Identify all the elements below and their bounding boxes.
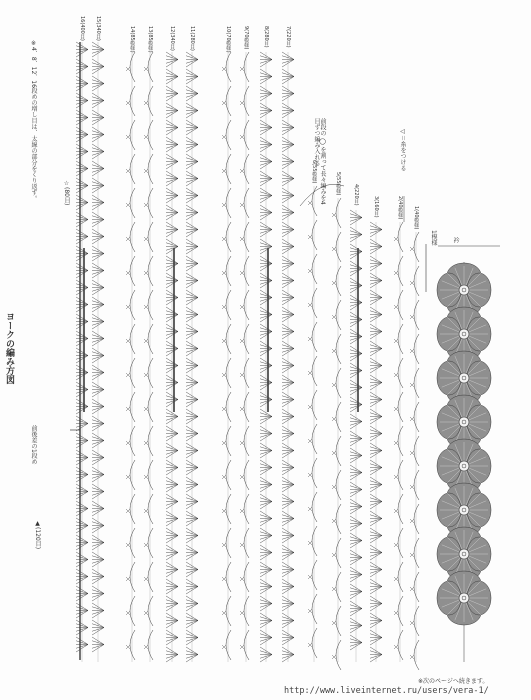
chain-arc (398, 494, 403, 524)
stitch-cross (240, 577, 244, 581)
stitch-cross (126, 203, 130, 207)
chain-arc (130, 120, 135, 150)
chain-arc (130, 528, 135, 558)
stitch-cross (410, 655, 414, 659)
row-label: 7(220目) (285, 26, 291, 48)
stitch-cross (394, 305, 398, 309)
chain-arc (414, 606, 419, 636)
stitch-cross (144, 611, 148, 615)
chain-arc (130, 222, 135, 252)
chain-arc (226, 494, 231, 524)
stitch-cross (332, 485, 336, 489)
chain-arc (414, 504, 419, 534)
chain-arc (244, 290, 249, 320)
stitch-cross (240, 169, 244, 173)
stitch-cross (410, 417, 414, 421)
chain-arc (148, 256, 153, 286)
stitch-cross (222, 339, 226, 343)
chain-arc (148, 222, 153, 252)
stitch-cross (144, 475, 148, 479)
stitch-cross (308, 643, 312, 647)
stitch-cross (126, 237, 130, 241)
stitch-cross (240, 475, 244, 479)
stitch-cross (222, 441, 226, 445)
stitch-cross (332, 451, 336, 455)
stitch-cross (410, 621, 414, 625)
chain-arc (130, 562, 135, 592)
motif-center (459, 329, 469, 339)
stitch-cross (126, 441, 130, 445)
chain-arc (312, 560, 317, 590)
stitch-cross (410, 281, 414, 285)
chain-arc (312, 288, 317, 318)
chain-arc (312, 356, 317, 386)
stitch-cross (144, 577, 148, 581)
stitch-cross (126, 135, 130, 139)
stitch-cross (126, 611, 130, 615)
stitch-cross (410, 383, 414, 387)
chain-arc (226, 256, 231, 286)
stitch-cross (240, 611, 244, 615)
chain-arc (414, 300, 419, 330)
stitch-cross (126, 271, 130, 275)
chain-arc (244, 596, 249, 626)
stitch-cross (240, 373, 244, 377)
chain-arc (148, 358, 153, 388)
chain-arc (226, 562, 231, 592)
chain-arc (398, 528, 403, 558)
stitch-cross (308, 269, 312, 273)
flower-motif (437, 571, 491, 625)
motif-center (459, 549, 469, 559)
stitch-cross (240, 305, 244, 309)
chain-arc (148, 120, 153, 150)
stitch-cross (308, 439, 312, 443)
stitch-cross (308, 303, 312, 307)
chain-arc (336, 640, 341, 670)
stitch-cross (332, 621, 336, 625)
motif-center (459, 417, 469, 427)
chain-arc (130, 86, 135, 116)
chain-arc (130, 494, 135, 524)
chain-arc (148, 426, 153, 456)
stitch-cross (332, 349, 336, 353)
stitch-cross (394, 475, 398, 479)
chain-arc (130, 52, 135, 82)
chain-arc (414, 266, 419, 296)
stitch-cross (332, 315, 336, 319)
chain-arc (414, 232, 419, 262)
stitch-cross (308, 541, 312, 545)
chain-arc (130, 596, 135, 626)
row-label: 10(70模様) (225, 26, 231, 53)
chain-arc (336, 504, 341, 534)
stitch-cross (332, 247, 336, 251)
stitch-cross (394, 543, 398, 547)
stitch-cross (144, 543, 148, 547)
stitch-fans (76, 42, 419, 670)
stitch-cross (394, 271, 398, 275)
stitch-cross (308, 473, 312, 477)
stitch-cross (222, 203, 226, 207)
stitch-cross (222, 543, 226, 547)
row2-instruction: 前段の ◯ を割って長々編みを4目ずつ編み入れる (313, 118, 326, 205)
stitch-cross (144, 169, 148, 173)
front-diff-note: 前後差の1段め (30, 425, 37, 465)
stitch-cross (394, 339, 398, 343)
stitch-cross (144, 237, 148, 241)
chain-arc (130, 188, 135, 218)
chain-arc (226, 52, 231, 82)
chain-arc (130, 358, 135, 388)
row-label: 9(70模様) (243, 26, 249, 50)
chain-arc (130, 460, 135, 490)
stitch-cross (240, 101, 244, 105)
chain-arc (336, 334, 341, 364)
stitch-cross (240, 237, 244, 241)
stitch-cross (126, 475, 130, 479)
stitch-cross (308, 507, 312, 511)
motif-center (459, 505, 469, 515)
chain-arc (414, 572, 419, 602)
chain-arc (130, 290, 135, 320)
motif-label: 衿 (452, 237, 459, 243)
stitch-cross (144, 271, 148, 275)
chain-arc (130, 324, 135, 354)
row-label: 14(85模様) (129, 26, 135, 53)
chain-arc (226, 392, 231, 422)
stitch-cross (394, 611, 398, 615)
chain-arc (244, 460, 249, 490)
stitch-cross (240, 407, 244, 411)
chain-arc (398, 426, 403, 456)
stitch-cross (394, 509, 398, 513)
chain-arc (336, 538, 341, 568)
stitch-cross (332, 519, 336, 523)
chain-arc (398, 290, 403, 320)
chain-arc (148, 596, 153, 626)
chain-arc (244, 188, 249, 218)
chain-arc (414, 334, 419, 364)
stitch-cross (332, 655, 336, 659)
row-label: 6(55模様) (311, 160, 317, 184)
stitch-cross (144, 407, 148, 411)
chain-arc (398, 460, 403, 490)
chain-arc (130, 154, 135, 184)
row80-note: ☆(80目) (63, 180, 70, 206)
chain-arc (226, 222, 231, 252)
chain-arc (244, 256, 249, 286)
stitch-cross (222, 101, 226, 105)
chain-arc (148, 528, 153, 558)
chain-arc (148, 86, 153, 116)
stitch-cross (332, 281, 336, 285)
motif-center (459, 373, 469, 383)
stitch-cross (240, 543, 244, 547)
stitch-cross (394, 645, 398, 649)
chain-arc (336, 266, 341, 296)
stitch-cross (222, 271, 226, 275)
stitch-cross (144, 373, 148, 377)
stitch-cross (144, 135, 148, 139)
chain-arc (414, 640, 419, 670)
source-url: http://www.liveinternet.ru/users/vera-1/ (284, 686, 489, 696)
stitch-cross (308, 405, 312, 409)
stitch-cross (126, 67, 130, 71)
stitch-cross (332, 383, 336, 387)
chain-arc (244, 528, 249, 558)
page-title: ヨークの編み方図 (4, 312, 14, 384)
stitch-cross (410, 553, 414, 557)
chain-arc (244, 494, 249, 524)
chain-arc (226, 324, 231, 354)
stitch-cross (126, 577, 130, 581)
chain-arc (312, 322, 317, 352)
chain-arc (336, 198, 341, 228)
chain-arc (336, 368, 341, 398)
chain-arc (398, 358, 403, 388)
chain-arc (148, 392, 153, 422)
chart-annotations (70, 42, 500, 660)
stitch-cross (410, 247, 414, 251)
stitch-cross (222, 611, 226, 615)
row-label: 5(55模様) (335, 172, 341, 196)
stitch-cross (410, 587, 414, 591)
chain-arc (226, 290, 231, 320)
stitch-cross (126, 407, 130, 411)
chain-arc (336, 470, 341, 500)
stitch-cross (410, 349, 414, 353)
chain-arc (244, 52, 249, 82)
motif-center (459, 285, 469, 295)
chain-arc (244, 562, 249, 592)
chain-arc (312, 594, 317, 624)
chain-arc (226, 528, 231, 558)
stitch-cross (394, 373, 398, 377)
chain-arc (336, 300, 341, 330)
stitch-cross (144, 509, 148, 513)
chain-arc (148, 630, 153, 660)
stitch-cross (126, 509, 130, 513)
chain-arc (336, 436, 341, 466)
chain-arc (148, 494, 153, 524)
chain-arc (398, 562, 403, 592)
chain-arc (244, 392, 249, 422)
stitch-cross (222, 305, 226, 309)
row-label: 13(85模様) (147, 26, 153, 53)
stitch-cross (332, 587, 336, 591)
chain-arc (312, 492, 317, 522)
chain-arc (414, 402, 419, 432)
stitch-cross (394, 237, 398, 241)
stitch-cross (332, 417, 336, 421)
motif-center (459, 461, 469, 471)
chain-arc (336, 572, 341, 602)
chain-arc (226, 358, 231, 388)
stitch-cross (222, 135, 226, 139)
stitch-cross (240, 271, 244, 275)
stitch-cross (126, 169, 130, 173)
stitch-cross (222, 169, 226, 173)
chain-arc (398, 596, 403, 626)
stitch-cross (222, 475, 226, 479)
stitch-cross (144, 441, 148, 445)
continued-note: ※次のページへ続きます。 (418, 678, 489, 685)
stitch-cross (308, 575, 312, 579)
stitch-cross (410, 451, 414, 455)
chain-arc (244, 358, 249, 388)
row-label: 12(340目) (169, 26, 175, 51)
row-label: 4(220目) (353, 184, 359, 206)
chain-arc (226, 596, 231, 626)
attach-note: ◁＝糸をつける (399, 128, 406, 172)
stitch-cross (144, 645, 148, 649)
chain-arc (148, 324, 153, 354)
row-label: 8(280目) (263, 26, 269, 48)
chain-arc (148, 154, 153, 184)
stitch-cross (410, 315, 414, 319)
chain-arc (312, 220, 317, 250)
stitch-cross (126, 373, 130, 377)
chain-arc (226, 188, 231, 218)
stitch-cross (222, 509, 226, 513)
chain-arc (398, 630, 403, 660)
stitch-cross (222, 645, 226, 649)
chain-arc (148, 52, 153, 82)
chain-arc (226, 630, 231, 660)
stitch-cross (126, 645, 130, 649)
stitch-cross (240, 67, 244, 71)
stitch-cross (144, 101, 148, 105)
row-label: 2(40模様) (397, 196, 403, 220)
stitch-cross (308, 371, 312, 375)
chain-arc (244, 120, 249, 150)
chain-arc (148, 460, 153, 490)
chain-arc (226, 426, 231, 456)
chain-arc (226, 120, 231, 150)
chain-arc (148, 562, 153, 592)
stitch-cross (240, 339, 244, 343)
chain-arc (244, 86, 249, 116)
chain-arc (336, 232, 341, 262)
stitch-cross (222, 577, 226, 581)
stitch-cross (332, 553, 336, 557)
stitch-cross (144, 67, 148, 71)
chain-arc (244, 222, 249, 252)
stitch-cross (308, 337, 312, 341)
repeat-note: ※4、8、12、16段めの増し目は、太線の部分をくり返す。 (30, 40, 37, 202)
chain-arc (244, 324, 249, 354)
stitch-cross (240, 645, 244, 649)
row120-note: ▲(120目) (34, 520, 41, 550)
stitch-cross (126, 543, 130, 547)
row-label: 1(40模様) (413, 206, 419, 230)
chain-arc (312, 390, 317, 420)
flower-motif-strip (437, 262, 491, 662)
chain-arc (398, 392, 403, 422)
stitch-cross (222, 67, 226, 71)
motif-center (459, 593, 469, 603)
chain-arc (226, 460, 231, 490)
stitch-cross (394, 577, 398, 581)
row-guide-lines (82, 42, 419, 662)
stitch-cross (144, 305, 148, 309)
stitch-cross (240, 509, 244, 513)
stitch-cross (222, 407, 226, 411)
stitch-cross (222, 237, 226, 241)
chain-arc (148, 188, 153, 218)
row-label: 16(400目) (79, 16, 85, 41)
chain-arc (398, 324, 403, 354)
chain-arc (130, 630, 135, 660)
stitch-cross (126, 101, 130, 105)
stitch-cross (394, 441, 398, 445)
stitch-cross (332, 213, 336, 217)
chain-arc (414, 368, 419, 398)
chain-arc (130, 392, 135, 422)
chain-arc (130, 256, 135, 286)
row-label: 11(280目) (189, 26, 195, 51)
chain-arc (244, 426, 249, 456)
chain-arc (244, 154, 249, 184)
chain-arc (130, 426, 135, 456)
stitch-cross (240, 203, 244, 207)
chain-arc (226, 154, 231, 184)
stitch-cross (144, 203, 148, 207)
chain-arc (336, 402, 341, 432)
stitch-cross (144, 339, 148, 343)
chain-arc (398, 256, 403, 286)
stitch-cross (410, 519, 414, 523)
chain-arc (398, 222, 403, 252)
chain-arc (312, 526, 317, 556)
stitch-cross (410, 485, 414, 489)
chain-arc (312, 628, 317, 658)
chain-arc (148, 290, 153, 320)
motif-count-label: 1模様 (430, 230, 437, 246)
chain-arc (336, 606, 341, 636)
stitch-cross (126, 305, 130, 309)
stitch-cross (394, 407, 398, 411)
stitch-cross (222, 373, 226, 377)
chain-arc (312, 254, 317, 284)
chain-arc (244, 630, 249, 660)
row-label: 15(340目) (95, 16, 101, 41)
chain-arc (312, 458, 317, 488)
stitch-cross (308, 609, 312, 613)
chain-arc (414, 470, 419, 500)
stitch-cross (240, 135, 244, 139)
row-label: 3(160目) (373, 196, 379, 218)
chain-arc (312, 424, 317, 454)
chain-arc (414, 436, 419, 466)
stitch-cross (240, 441, 244, 445)
stitch-cross (308, 235, 312, 239)
chain-arc (414, 538, 419, 568)
chain-arc (226, 86, 231, 116)
stitch-cross (126, 339, 130, 343)
